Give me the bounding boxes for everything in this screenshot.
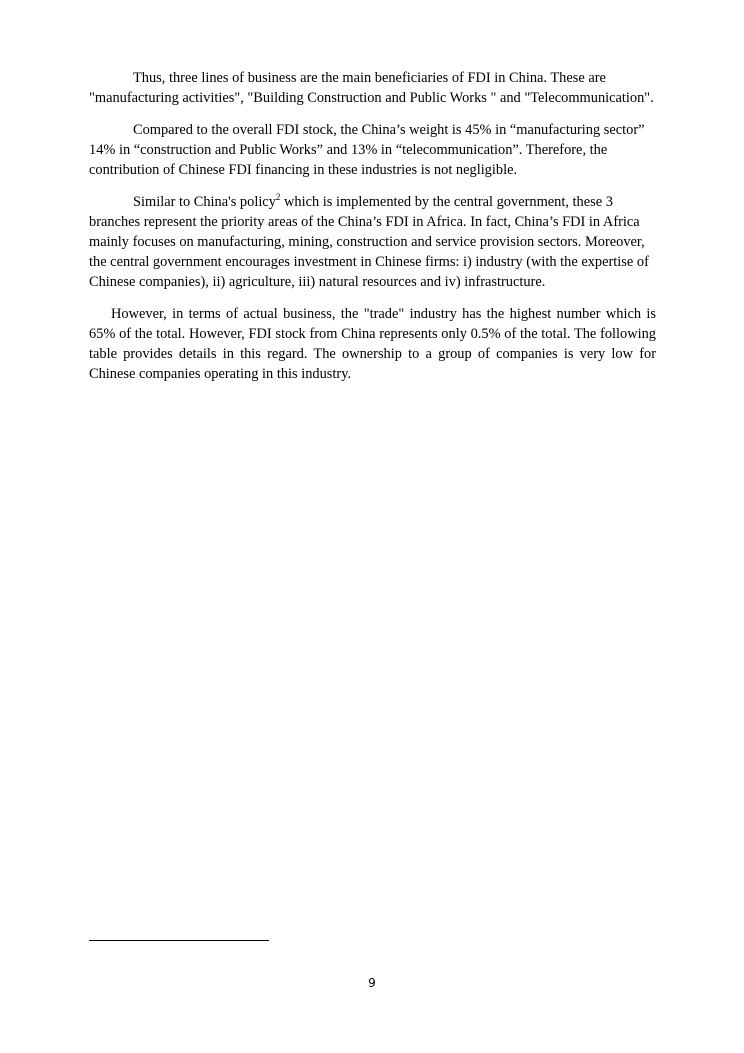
footnote-reference[interactable]: 2: [275, 192, 281, 202]
paragraph-1: Thus, three lines of business are the main beneficiaries of FDI in China. These are "manufacturing activities", "Building Construction and Public Works " and "Telecommunication".: [89, 70, 654, 106]
paragraph-3-text-end: which is implemented by the central government, these 3 branches represent the priority areas of the China’s FDI in Africa. In fact, China’s FDI in Africa mainly focuses on manufacturing, mining, construction and service provision sectors. Moreover, the central government encourages investment in Chinese firms: i) industry (with the expertise of Chinese companies), ii) agriculture, iii) natural resources and iv) infrastructure.: [89, 194, 649, 290]
paragraph-4: However, in terms of actual business, the "trade" industry has the highest number which is 65% of the total. However, FDI stock from China represents only 0.5% of the total. The following table provides details in this regard. The ownership to a group of companies is very low for Chinese companies operating in this industry.: [89, 306, 656, 382]
page-number: 9: [368, 976, 376, 990]
paragraph-3: [89, 192, 656, 292]
paragraph-3-text-start: Similar to China's policy: [133, 194, 276, 210]
body-text: [89, 68, 656, 396]
paragraph-2: Compared to the overall FDI stock, the China’s weight is 45% in “manufacturing sector” 14% in “construction and Public Works” and 13% in “telecommunication”. Therefore, the contribution of Chinese FDI financing in these industries is not negligible.: [89, 122, 645, 178]
footnote-separator: [89, 940, 269, 941]
